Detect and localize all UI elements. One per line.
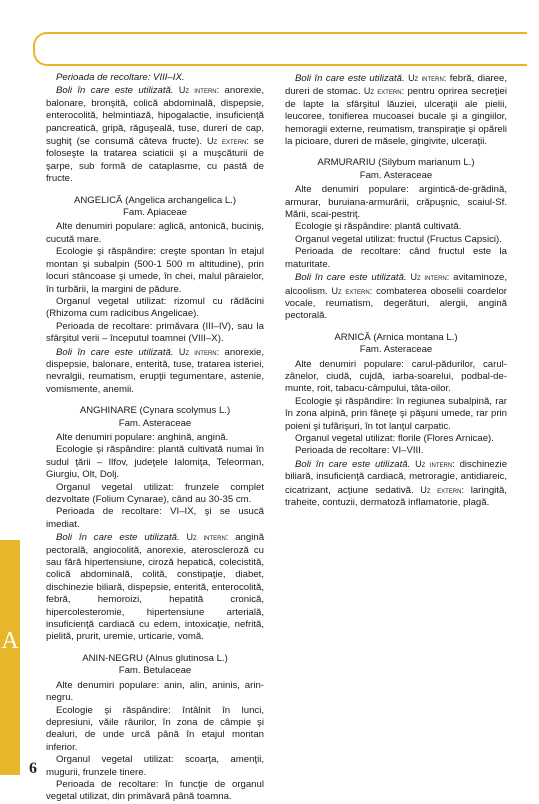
entry-title: ARNICĂ (Arnica montana L.) xyxy=(334,331,458,343)
section-tab xyxy=(0,540,20,775)
paragraph: Perioada de recoltare: primăvara (III–IV), sau la sfârşitul verii – începutul toamnei (VIII–X). xyxy=(46,320,264,345)
paragraph: Boli în care este utilizată. Uz intern: anorexie, balonare, bronşită, colică abdominală, dispepsie, enterocolită, helmintiază, hipogalactie, insuficienţă pancreatică, gripă, răguşeală, tuse, dureri de cap, sughiţ (se consumă câteva fructe). Uz extern: se foloseşte la tratarea sciaticii şi a muşcăturii de şarpe, sub formă de cataplasme, cu pastă de fructe. xyxy=(46,85,265,185)
entry-family: Fam. Betulaceae xyxy=(118,665,192,677)
right-column xyxy=(285,72,507,509)
paragraph: Ecologie şi răspândire: plantă cultivată. xyxy=(295,221,462,233)
paragraph: Alte denumiri populare: argintică-de-grădină, armurar, buruiana-armurării, crăpuşnic, scaiul-Sf. Mării, scai-pestriţ. xyxy=(285,184,507,221)
paragraph: Ecologie şi răspândire: plantă cultivată numai în sudul ţării – Ilfov, judeţele Ialomiţa, Teleorman, Giurgiu, Olt, Dolj. xyxy=(46,444,264,481)
paragraph: Organul vegetal utilizat: florile (Flores Arnicae). xyxy=(295,432,494,444)
paragraph: Organul vegetal utilizat: fructul (Fructus Capsici). xyxy=(295,233,502,245)
page-number: 6 xyxy=(29,760,37,777)
entry-title: ANGELICĂ (Angelica archangelica L.) xyxy=(73,194,237,206)
paragraph: Perioada de recoltare: VIII–IX. xyxy=(56,72,185,83)
entry-title: ANGHINARE (Cynara scolymus L.) xyxy=(79,405,231,417)
header-frame xyxy=(33,32,527,66)
entry-family: Fam. Asteraceae xyxy=(118,417,192,429)
paragraph: Organul vegetal utilizat: rizomul cu rădăcini (Rhizoma cum radicibus Angelicae). xyxy=(46,295,264,320)
paragraph: Boli în care este utilizată. Uz intern: angină pectorală, angiocolită, anorexie, ateroscleroză cu sau fără hipertensiune, ciroză hepatică, colecistită, colică abdominală, colită, constipaţie, diabet, dischinezie biliară, dispepsie, enterită, enterocolită, febră, hemoroizi, hepatită cronică, hipercolesteromie, hipertensiune arterială, insuficienţă cardiacă cu edem, intoxicaţie, nefrită, pielită, prurit, uremie, urticarie, vomă. xyxy=(46,532,265,643)
entry-title: ANIN-NEGRU (Alnus glutinosa L.) xyxy=(82,652,228,664)
paragraph: Boli în care este utilizată. Uz intern: avitaminoze, alcoolism. Uz extern: combaterea oboselii coardelor vocale, reumatism, degerături, alergii, angină pectorală. xyxy=(285,272,507,322)
paragraph: Alte denumiri populare: anghină, angină. xyxy=(56,431,229,443)
entry-family: Fam. Asteraceae xyxy=(359,169,433,181)
paragraph: Organul vegetal utilizat: frunzele complet dezvoltate (Folium Cynarae), când au 30-35 cm. xyxy=(46,481,264,505)
section-letter: A xyxy=(1,628,19,654)
paragraph: Ecologie şi răspândire: întâlnit în lunci, depresiuni, văile râurilor, în zona de câmpie şi dealuri, de unde urcă până în etajul montan inferior. xyxy=(46,704,264,753)
paragraph: Perioada de recoltare: în funcţie de organul vegetal utilizat, din primăvară până toamna. xyxy=(46,778,264,803)
paragraph: Alte denumiri populare: carul-pădurilor, carul-zânelor, ciudă, cujdă, iarba-soarelui, podbal-de-munte, roit, tabacu-câmpului, tâta-oilor. xyxy=(285,358,507,395)
paragraph: Organul vegetal utilizat: scoarţa, amenţii, mugurii, frunzele tinere. xyxy=(46,754,264,778)
paragraph: Alte denumiri populare: aglică, antonică, buciniş, cucută mare. xyxy=(46,221,264,245)
paragraph: Perioada de recoltare: când fructul este la maturitate. xyxy=(285,246,507,270)
entry-family: Fam. Asteraceae xyxy=(359,344,433,356)
paragraph: Perioada de recoltare: VI–IX, şi se usucă imediat. xyxy=(46,506,264,530)
paragraph: Boli în care este utilizată. Uz intern: febră, diaree, dureri de stomac. Uz extern: pentru oprirea secreţiei de lapte la sfârşitul lăuziei, ulceraţii ale pielii, leucoree, tonifierea mucoasei bucale şi a gingiilor, hemoragii externe, reumatism, transpiraţie şi opăreli la picioare, dureri de măsele, gingivite, ulceraţii. xyxy=(285,73,508,148)
paragraph: Boli în care este utilizată. Uz intern: dischinezie biliară, insuficienţă cardiacă, metroragie, antidiareic, cicatrizant, acţiune sedativă. Uz extern: laringită, traheite, contuzii, dermatoză inflamatorie, plagă. xyxy=(285,458,508,508)
paragraph: Boli în care este utilizată. Uz intern: anorexie, dispepsie, balonare, enterită, tuse, tratarea isteriei, nevralgii, reumatism, erupţii tegumentare, astenie, vomismente, anemii. xyxy=(46,346,264,395)
entry-family: Fam. Apiaceae xyxy=(123,207,187,219)
paragraph: Ecologie şi răspândire: creşte spontan în etajul montan şi subalpin (500-1 500 m altitudine), prin locuri stâncoase şi umede, în chei, malul pâraielor, în turbării, la margini de pădure. xyxy=(46,246,264,295)
paragraph: Perioada de recoltare: VI–VIII. xyxy=(295,445,424,457)
paragraph: Alte denumiri populare: anin, alin, aninis, arin-negru. xyxy=(46,679,264,704)
left-column xyxy=(46,72,264,804)
entry-title: ARMURARIU (Silybum marianum L.) xyxy=(317,157,475,169)
paragraph: Ecologie şi răspândire: în regiunea subalpină, rar în zona alpină, prin fâneţe şi păşuni umede, rar prin poieni şi tufărişuri, în tot lanţul carpatic. xyxy=(285,395,507,432)
